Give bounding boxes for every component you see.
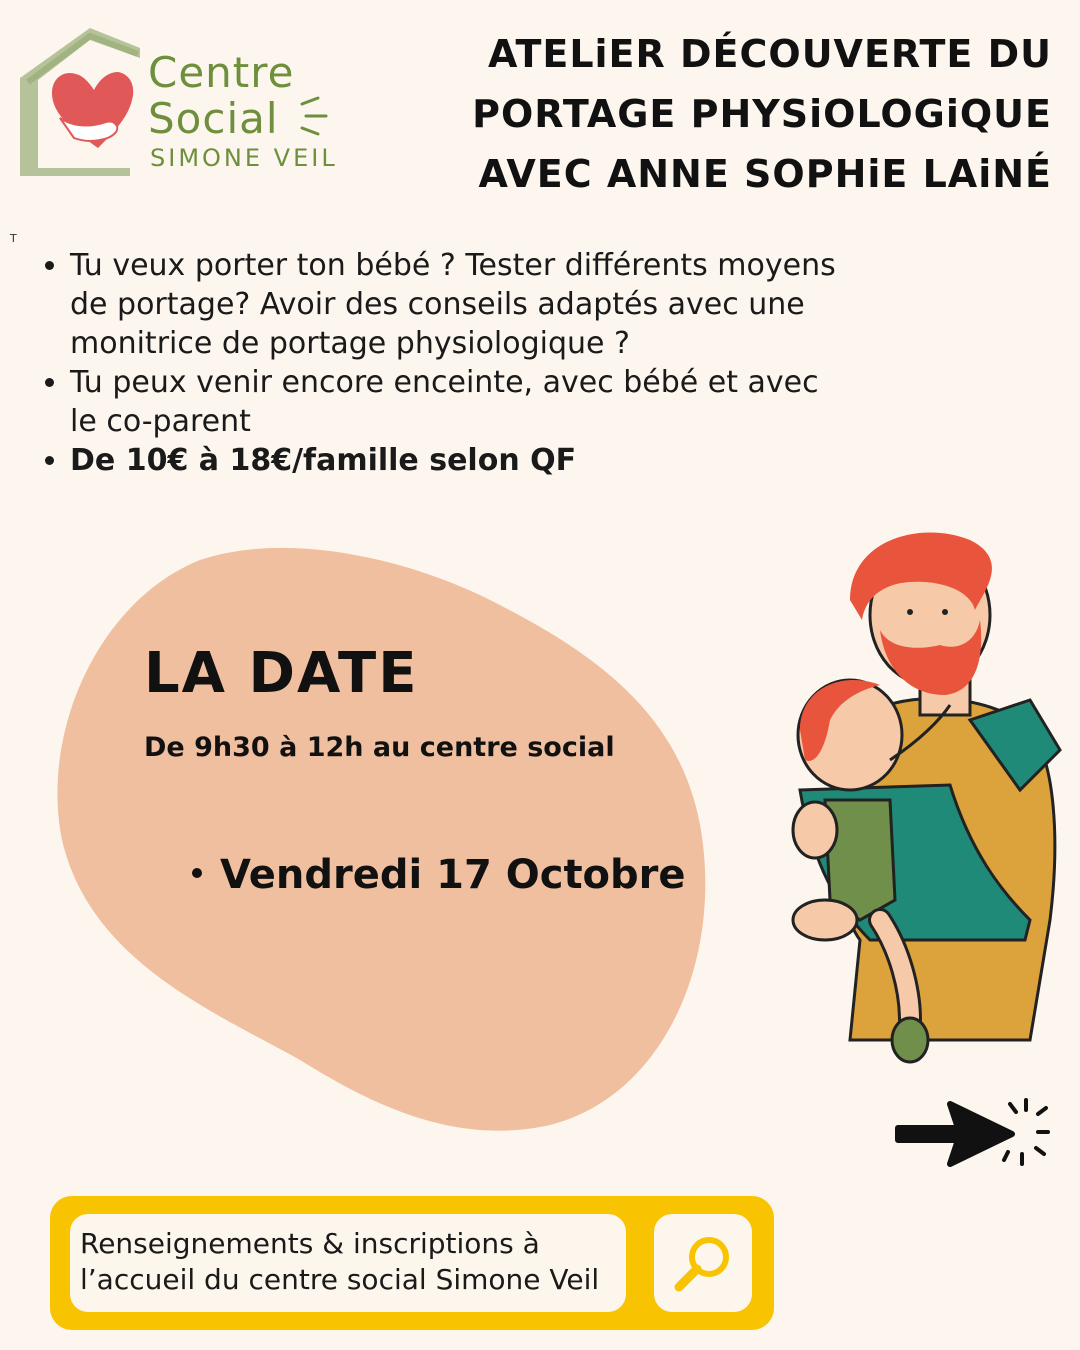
- date-day: [192, 852, 686, 898]
- info-bullet-list: [40, 246, 850, 480]
- logo-social: Social: [148, 94, 279, 143]
- footer-line-2: l’accueil du centre social Simone Veil: [80, 1263, 600, 1296]
- bullet-item-tarif: • De 10€ à 18€/famille selon QF: [70, 441, 850, 480]
- date-heading: LA DATE: [144, 641, 419, 706]
- footer-info-box: [70, 1214, 626, 1312]
- bullet-item-portage: • Tu veux porter ton bébé ? Tester différents moyens de portage? Avoir des conseils adaptés avec une monitrice de portage physiologique ?: [70, 246, 850, 363]
- title-line-1: ATELiER DÉCOUVERTE DU: [487, 32, 1052, 76]
- date-hours: De 9h30 à 12h au centre social: [144, 732, 615, 763]
- stray-mark: T: [10, 232, 17, 245]
- page-title: [412, 24, 1052, 204]
- date-day-text: Vendredi 17 Octobre: [220, 852, 686, 898]
- logo-house-heart-icon: [10, 18, 150, 178]
- search-button[interactable]: [654, 1214, 752, 1312]
- date-blob-shape: [50, 540, 710, 1140]
- magnifier-icon: [671, 1231, 735, 1295]
- bullet-dot-icon: [192, 868, 202, 878]
- logo-centre: Centre: [148, 48, 295, 97]
- title-line-2: PORTAGE PHYSiOLOGiQUE: [472, 92, 1052, 136]
- footer-line-1: Renseignements & inscriptions à: [80, 1227, 540, 1260]
- logo-simone-veil: SIMONE VEIL: [150, 144, 338, 172]
- title-line-3: AVEC ANNE SOPHiE LAiNÉ: [478, 152, 1052, 196]
- parent-babywearing-illustration: [770, 520, 1070, 1080]
- arrow-right-icon: [892, 1096, 1052, 1172]
- bullet-item-venir: • Tu peux venir encore enceinte, avec bébé et avec le co-parent: [70, 363, 850, 441]
- logo-rays-icon: [296, 96, 332, 136]
